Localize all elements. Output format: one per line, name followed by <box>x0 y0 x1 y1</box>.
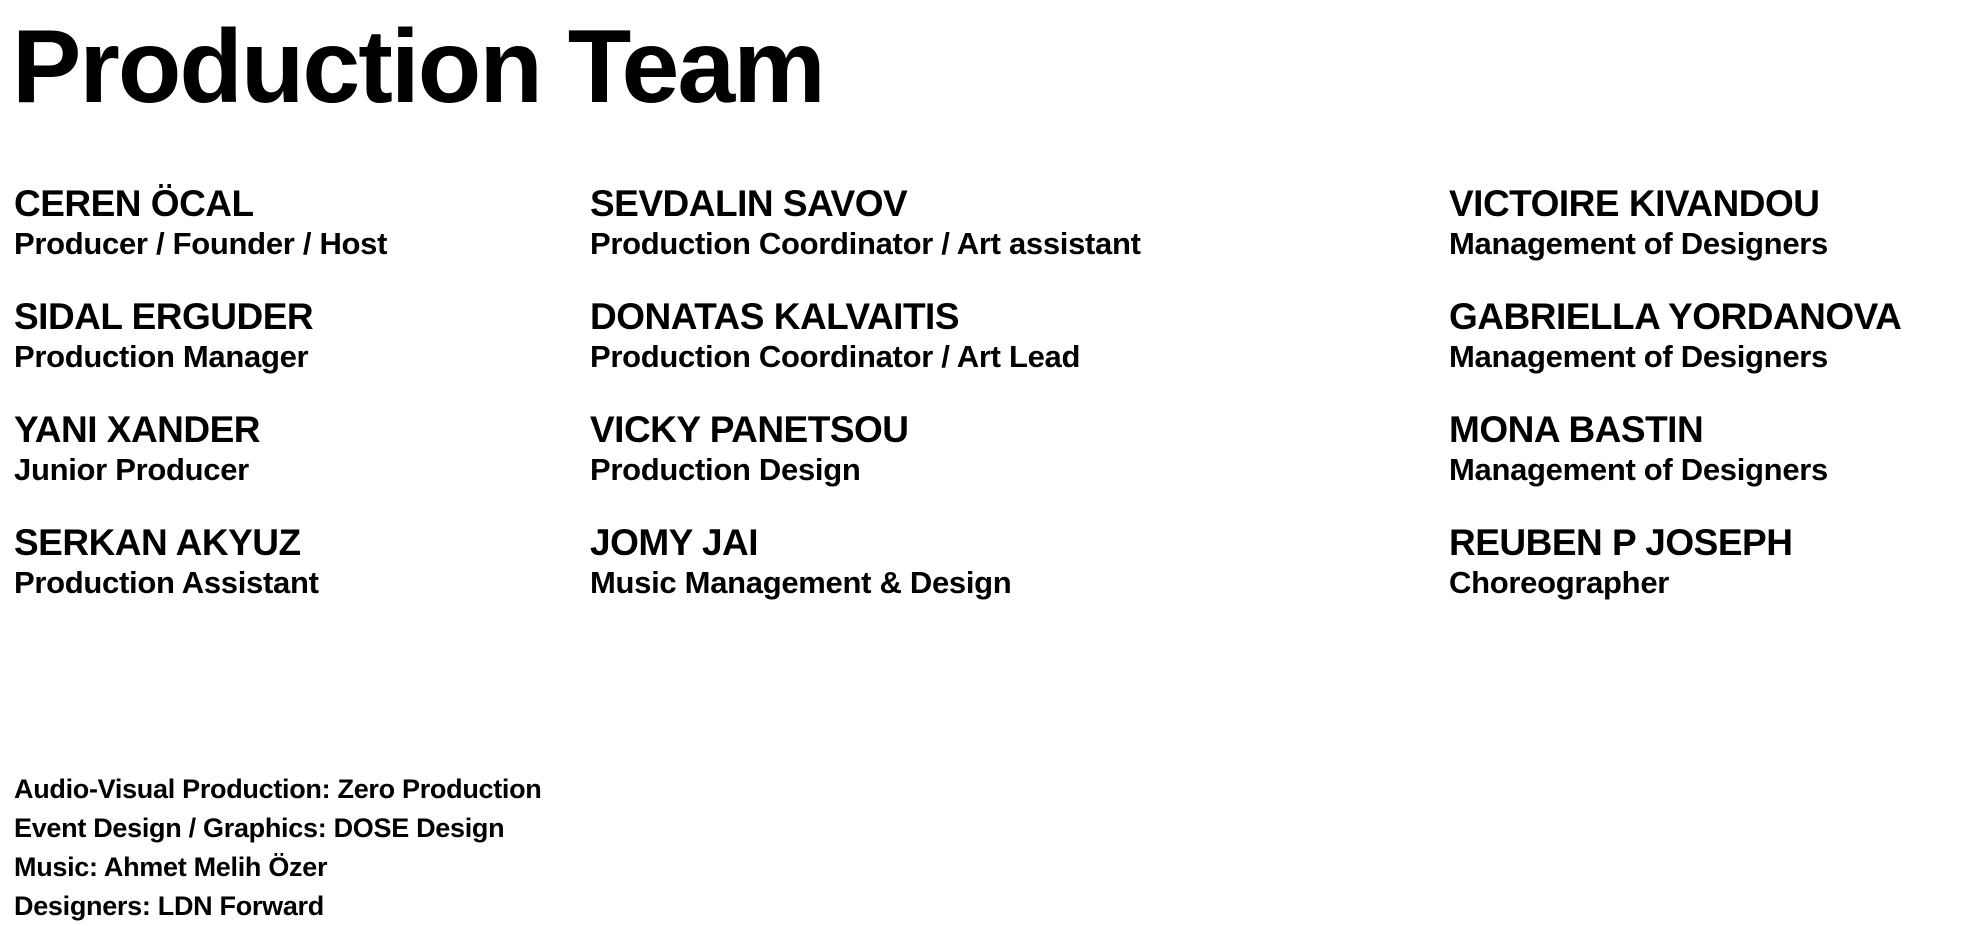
member-name: GABRIELLA YORDANOVA <box>1449 296 1902 337</box>
member-name: VICTOIRE KIVANDOU <box>1449 183 1820 224</box>
member-name: DONATAS KALVAITIS <box>590 296 960 337</box>
member-role: Production Design <box>590 452 861 487</box>
credits-list <box>14 770 542 926</box>
team-column-3 <box>1449 182 1901 634</box>
team-member <box>1449 295 1901 408</box>
team-member <box>1449 182 1901 295</box>
member-role: Production Coordinator / Art assistant <box>590 226 1141 261</box>
team-member <box>1449 521 1901 634</box>
member-role: Junior Producer <box>14 452 249 487</box>
member-role: Music Management & Design <box>590 565 1012 600</box>
team-member <box>590 295 1141 408</box>
team-member <box>590 521 1141 634</box>
member-name: VICKY PANETSOU <box>590 409 909 450</box>
page-title: Production Team <box>12 9 824 125</box>
member-role: Management of Designers <box>1449 452 1828 487</box>
member-name: SERKAN AKYUZ <box>14 522 301 563</box>
member-name: MONA BASTIN <box>1449 409 1704 450</box>
member-name: REUBEN P JOSEPH <box>1449 522 1793 563</box>
team-member <box>14 295 387 408</box>
member-role: Producer / Founder / Host <box>14 226 388 261</box>
team-member <box>1449 408 1901 521</box>
member-name: JOMY JAI <box>590 522 759 563</box>
credit-line: Audio-Visual Production: Zero Production <box>14 774 542 804</box>
member-role: Production Manager <box>14 339 309 374</box>
team-member <box>590 182 1141 295</box>
team-member <box>14 408 387 521</box>
member-name: SEVDALIN SAVOV <box>590 183 908 224</box>
member-name: YANI XANDER <box>14 409 261 450</box>
member-name: SIDAL ERGUDER <box>14 296 314 337</box>
member-name: CEREN ÖCAL <box>14 183 254 224</box>
team-member <box>14 521 387 634</box>
team-column-2 <box>590 182 1141 634</box>
member-role: Management of Designers <box>1449 226 1828 261</box>
member-role: Management of Designers <box>1449 339 1828 374</box>
member-role: Choreographer <box>1449 565 1670 600</box>
credit-line: Music: Ahmet Melih Özer <box>14 852 328 882</box>
credit-line: Event Design / Graphics: DOSE Design <box>14 813 505 843</box>
team-member <box>590 408 1141 521</box>
team-member <box>14 182 387 295</box>
credit-line: Designers: LDN Forward <box>14 891 324 921</box>
member-role: Production Assistant <box>14 565 319 600</box>
team-column-1 <box>14 182 387 634</box>
member-role: Production Coordinator / Art Lead <box>590 339 1081 374</box>
